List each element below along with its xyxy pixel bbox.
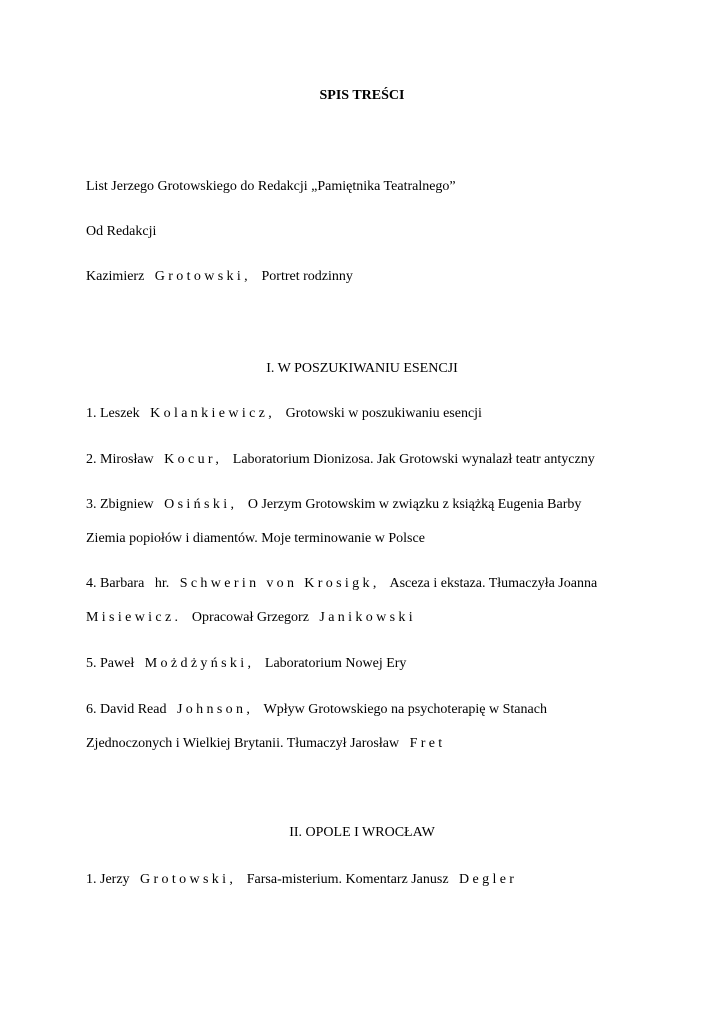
toc-entry-family-portrait[interactable] <box>86 270 353 284</box>
entry-author-first: 1. Jerzy <box>86 872 130 887</box>
entry-title: Wpływ Grotowskiego na psychoterapię w Stanach <box>263 702 547 717</box>
toc-entry-continuation <box>86 611 416 625</box>
entry-author-surname: Grotowski, <box>154 269 252 284</box>
toc-entry[interactable] <box>86 498 581 512</box>
section-heading-1: I. W POSZUKIWANIU ESENCJI <box>266 361 458 376</box>
toc-entry-letter[interactable] <box>86 180 456 194</box>
editor-surname: Janikowski <box>319 610 417 625</box>
entry-author-first: 4. Barbara <box>86 576 145 591</box>
entry-author-surname: Schwerin von Krosigk, <box>179 576 380 591</box>
entry-author-surname: Kocur, <box>164 452 223 467</box>
entry-author-first: 6. David Read <box>86 702 167 717</box>
entry-title: Laboratorium Nowej Ery <box>264 656 407 671</box>
entry-title: Laboratorium Dionizosa. Jak Grotowski wynalazł teatr antyczny <box>232 452 595 467</box>
entry-author-surname: Osiński, <box>164 497 238 512</box>
entry-author-surname: Kolankiewicz, <box>150 406 276 421</box>
entry-text: Od Redakcji <box>86 224 157 239</box>
entry-title: Asceza i ekstaza. Tłumaczyła Joanna <box>389 576 598 591</box>
entry-author-surname: Możdżyński, <box>144 656 255 671</box>
entry-title: Farsa-misterium. Komentarz Janusz <box>246 872 449 887</box>
toc-entry[interactable] <box>86 703 547 717</box>
toc-entry[interactable] <box>86 453 595 467</box>
page-title: SPIS TREŚCI <box>319 88 405 103</box>
toc-entry-continuation <box>86 737 446 751</box>
editor-label: Opracował Grzegorz <box>191 610 309 625</box>
entry-author-title: hr. <box>154 576 170 591</box>
entry-author-first: 3. Zbigniew <box>86 497 154 512</box>
entry-author-surname: Grotowski, <box>140 872 237 887</box>
entry-title-line2: Zjednoczonych i Wielkiej Brytanii. Tłumaczył Jarosław <box>86 736 400 751</box>
entry-title: O Jerzym Grotowskim w związku z książką Eugenia Barby <box>247 497 582 512</box>
toc-entry[interactable] <box>86 577 597 591</box>
entry-text: List Jerzego Grotowskiego do Redakcji „Pamiętnika Teatralnego” <box>86 179 456 194</box>
entry-author-surname: Johnson, <box>176 702 254 717</box>
entry-title-line2: Ziemia popiołów i diamentów. Moje terminowanie w Polsce <box>86 531 425 546</box>
toc-entry[interactable] <box>86 407 482 421</box>
toc-entry[interactable] <box>86 657 406 671</box>
entry-title: Portret rodzinny <box>261 269 353 284</box>
toc-entry[interactable] <box>86 873 517 887</box>
toc-entry-editorial[interactable] <box>86 225 156 239</box>
section-heading-2: II. OPOLE I WROCŁAW <box>289 825 435 840</box>
entry-author-first: Kazimierz <box>86 269 145 284</box>
entry-author-first: 2. Mirosław <box>86 452 154 467</box>
entry-author-first: 1. Leszek <box>86 406 140 421</box>
toc-entry-continuation <box>86 532 425 546</box>
commentator-surname: Degler <box>459 872 518 887</box>
translator-surname: Fret <box>409 736 446 751</box>
translator-surname: Misiewicz. <box>86 610 182 625</box>
entry-author-first: 5. Paweł <box>86 656 135 671</box>
entry-title: Grotowski w poszukiwaniu esencji <box>285 406 482 421</box>
